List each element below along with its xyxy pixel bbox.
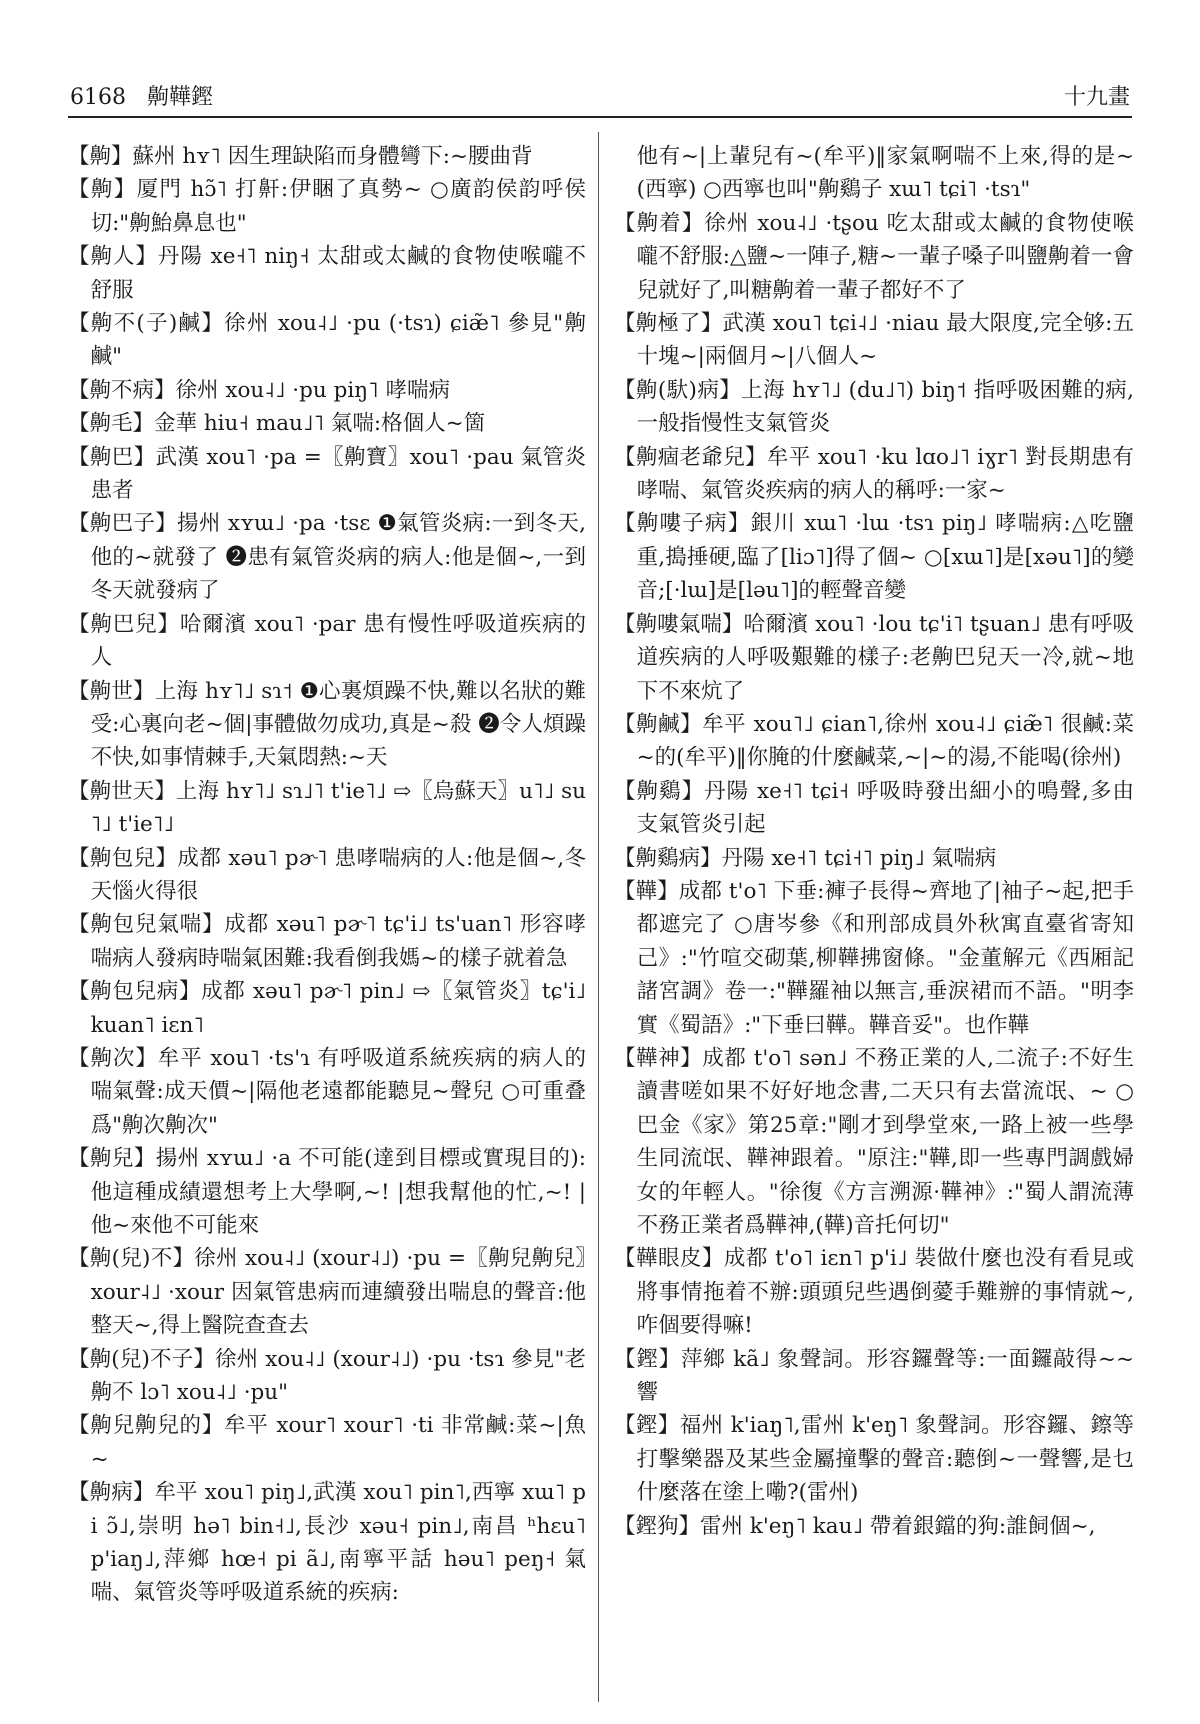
dictionary-entry: 【齁世天】上海 hʏ˥˩ sɿ˩˥ t'ie˥˩ ⇨〖烏蘇天〗u˥˩ su˥˩ t'ie˥˩ xyxy=(68,778,586,838)
dictionary-entry: 【齁巴】武漢 xou˥ ·pa =〖齁寶〗xou˥ ·pau 氣管炎患者 xyxy=(68,444,586,504)
dictionary-entry: 【齁】蘇州 hʏ˥ 因生理缺陷而身體彎下:~腰曲背 xyxy=(68,144,533,169)
page-number: 6168 xyxy=(70,85,126,110)
dictionary-entry: 【齁不(子)鹹】徐州 xou˨˩ ·pu (·tsɿ) ɕiæ̃˥ 參見"齁鹹" xyxy=(68,311,586,370)
dictionary-entry: 【齁兒齁兒的】牟平 xour˥ xour˥ ·ti 非常鹹:菜~|魚~ xyxy=(68,1413,586,1472)
dictionary-entry: 【齁(馱)病】上海 hʏ˥˩ (du˩˥) biŋ˦ 指呼吸困難的病,一般指慢性支氣管炎 xyxy=(614,377,1134,437)
left-column xyxy=(68,140,586,1610)
dictionary-entry: 【齁嘍子病】銀川 xɯ˥ ·lɯ ·tsɿ piŋ˩ 哮喘病:△吃鹽重,搗捶硬,臨了[liɔ˥]得了個~ ○[xɯ˥]是[xəu˥]的變音;[·lɯ]是[ləu˥]的輕聲音變 xyxy=(614,511,1134,604)
entry-continuation: 他有~|上輩兒有~(牟平)‖家氣啊喘不上來,得的是~(西寧) ○西寧也叫"齁鷄子 xɯ˥ tɕi˥ ·tsɿ" xyxy=(636,144,1134,203)
dictionary-entry: 【齁巴子】揚州 xʏɯ˩ ·pa ·tsɛ ❶氣管炎病:一到冬天,他的~就發了 ❷患有氣管炎病的病人:他是個~,一到冬天就發病了 xyxy=(68,511,586,604)
dictionary-entry: 【齁包兒氣喘】成都 xəu˥ pɚ˥ tɕ'i˩ ts'uan˥ 形容哮喘病人發病時喘氣困難:我看倒我媽~的樣子就着急 xyxy=(68,912,586,971)
dictionary-entry: 【齁世】上海 hʏ˥˩ sɿ˦ ❶心裏煩躁不快,難以名狀的難受:心裏向老~個|事體做勿成功,真是~殺 ❷令人煩躁不快,如事情棘手,天氣悶熱:~天 xyxy=(68,678,586,771)
dictionary-entry: 【齁(兒)不子】徐州 xou˨˩ (xour˨˩) ·pu ·tsɿ 參見"老齁不 lɔ˥ xou˨˩ ·pu" xyxy=(68,1346,586,1406)
dictionary-entry: 【齁着】徐州 xou˨˩ ·tʂou 吃太甜或太鹹的食物使喉嚨不舒服:△鹽~一陣子,糖~一輩子嗓子叫鹽齁着一會兒就好了,叫糖齁着一輩子都好不了 xyxy=(614,210,1134,303)
dictionary-entry: 【齁極了】武漢 xou˥ tɕi˨˩ ·niau 最大限度,完全够:五十塊~|兩個月~|八個人~ xyxy=(614,311,1134,370)
dictionary-entry: 【鞾神】成都 t'o˥ sən˩ 不務正業的人,二流子:不好生讀書嗟如果不好好地念書,二天只有去當流氓、~ ○巴金《家》第25章:"剛才到學堂來,一路上被一些學生同流氓、鞾神跟着。"原注:"鞾,即一些專門調戲婦女的年輕人。"徐復《方言溯源·鞾神》:"蜀人謂流薄不務正業者爲鞾神,(鞾)音托何切" xyxy=(614,1045,1134,1238)
dictionary-entry: 【齁包兒】成都 xəu˥ pɚ˥ 患哮喘病的人:他是個~,冬天惱火得很 xyxy=(68,845,586,904)
dictionary-entry: 【齁病】牟平 xou˥ piŋ˩,武漢 xou˥ pin˥,西寧 xɯ˥ pi ɔ̃˩,崇明 hə˥ bin˧˩,長沙 xəu˧ pin˩,南昌 ʰhɛu˥ p'iaŋ˩,萍鄉 hœ˧ pi ã˩,南寧平話 həu˥ peŋ˧ 氣喘、氣管炎等呼吸道系統的疾病: xyxy=(68,1480,586,1606)
dictionary-entry: 【齁毛】金華 hiu˧ mau˩˥ 氣喘:格個人~箇 xyxy=(68,411,486,437)
column-divider xyxy=(598,132,599,1702)
dictionary-entry: 【齁嘍氣喘】哈爾濱 xou˥ ·lou tɕ'i˥ tʂuan˩ 患有呼吸道疾病的人呼吸艱難的樣子:老齁巴兒天一冷,就~地下不來炕了 xyxy=(614,611,1134,704)
dictionary-entry: 【齁次】牟平 xou˥ ·ts'ɿ 有呼吸道系統疾病的病人的喘氣聲:成天價~|隔他老遠都能聽見~聲兒 ○可重叠爲"齁次齁次" xyxy=(68,1045,586,1138)
dictionary-entry: 【鞾眼皮】成都 t'o˥ iɛn˥ p'i˩ 裝做什麼也没有看見或將事情拖着不辦:頭頭兒些遇倒薆手難辦的事情就~,咋個要得嘛! xyxy=(614,1246,1134,1339)
dictionary-entry: 【齁】厦門 hɔ̃˥ 打鼾:伊睏了真勢~ ○廣韵侯韵呼侯切:"齁鮐鼻息也" xyxy=(68,177,586,236)
dictionary-entry: 【齁兒】揚州 xʏɯ˩ ·a 不可能(達到目標或實現目的):他這種成績還想考上大學啊,~! |想我幫他的忙,~! |他~來他不可能來 xyxy=(68,1146,586,1238)
dictionary-entry: 【齁鷄病】丹陽 xe˧˥ tɕi˧˥ piŋ˩ 氣喘病 xyxy=(614,845,997,871)
dictionary-entry: 【齁不病】徐州 xou˨˩ ·pu piŋ˥ 哮喘病 xyxy=(68,377,450,403)
dictionary-entry: 【齁(兒)不】徐州 xou˨˩ (xour˨˩) ·pu =〖齁兒齁兒〗xour˨˩ ·xour 因氣管患病而連續發出喘息的聲音:他整天~,得上醫院查查去 xyxy=(68,1246,586,1339)
radical-section: 十九畫 xyxy=(1063,85,1130,110)
dictionary-entry: 【鏗狗】雷州 k'eŋ˥ kau˩ 帶着銀鐺的狗:誰飼個~, xyxy=(614,1513,1096,1539)
head-characters: 齁鞾鏗 xyxy=(147,85,214,110)
dictionary-entry: 【鏗】萍鄉 kã˩ 象聲詞。形容鑼聲等:一面鑼敲得~~響 xyxy=(614,1346,1134,1406)
dictionary-entry: 【鞾】成都 t'o˥ 下垂:褲子長得~齊地了|袖子~起,把手都遮完了 ○唐岑參《和刑部成員外秋寓直臺省寄知己》:"竹喧交砌葉,柳鞾拂窗條。"金董解元《西厢記諸宮調》卷一:"鞾羅袖以無言,垂淚裙而不語。"明李實《蜀語》:"下垂曰鞾。鞾音妥"。也作鞾 xyxy=(614,878,1134,1038)
dictionary-entry: 【齁鹹】牟平 xou˥˩ ɕian˥,徐州 xou˨˩ ɕiæ̃˥ 很鹹:菜~的(牟平)‖你腌的什麼鹹菜,~|~的湯,不能喝(徐州) xyxy=(614,711,1134,771)
running-header xyxy=(68,78,1132,118)
right-column xyxy=(614,140,1134,1543)
dictionary-entry: 【齁痼老爺兒】牟平 xou˥ ·ku lɑo˩˥ iɣr˥ 對長期患有哮喘、氣管炎疾病的病人的稱呼:一家~ xyxy=(614,444,1134,504)
dictionary-entry: 【鏗】福州 k'iaŋ˥,雷州 k'eŋ˥ 象聲詞。形容鑼、鑔等打擊樂器及某些金屬撞擊的聲音:聽倒~一聲響,是乜什麼落在塗上嘞?(雷州) xyxy=(614,1413,1134,1506)
header-left xyxy=(70,80,213,111)
dictionary-entry: 【齁人】丹陽 xe˧˥ niŋ˧ 太甜或太鹹的食物使喉嚨不舒服 xyxy=(68,244,586,303)
dictionary-entry: 【齁鷄】丹陽 xe˧˥ tɕi˧ 呼吸時發出細小的鳴聲,多由支氣管炎引起 xyxy=(614,778,1134,838)
dictionary-entry: 【齁巴兒】哈爾濱 xou˥ ·par 患有慢性呼吸道疾病的人 xyxy=(68,611,586,671)
dictionary-entry: 【齁包兒病】成都 xəu˥ pɚ˥ pin˩ ⇨〖氣管炎〗tɕ'i˩ kuan˥ iɛn˥ xyxy=(68,979,586,1038)
